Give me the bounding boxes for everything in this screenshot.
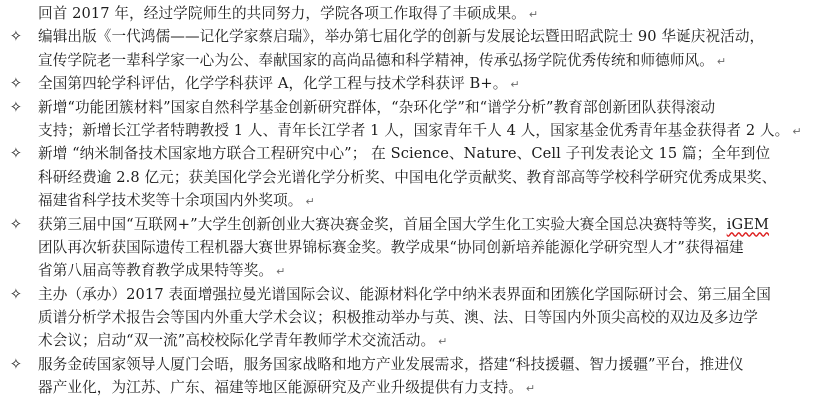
document-body[interactable] <box>0 2 840 400</box>
line-16 <box>0 376 840 399</box>
line-3 <box>0 72 840 95</box>
paragraph-text: 质谱分析学术报告会等国内外重大学术会议；积极推动举办与英、澳、法、日等国内外顶尖高校的双边及多边学 <box>38 309 758 327</box>
line-0 <box>0 2 840 25</box>
paragraph-text: 服务金砖国家领导人厦门会晤，服务国家战略和地方产业发展需求，搭建“科技援疆、智力援疆”平台，推进仪 <box>38 355 744 373</box>
line-7 <box>0 166 840 189</box>
paragraph-text: 编辑出版《一代鸿儒——记化学家蔡启瑞》，举办第七届化学的创新与发展论坛暨田昭武院士 90 华诞庆祝活动， <box>38 28 765 46</box>
line-10 <box>0 236 840 259</box>
line-11 <box>0 259 840 282</box>
bullet-icon: ✧ <box>9 27 23 46</box>
paragraph-mark: ↵ <box>528 8 539 21</box>
paragraph-text: 术会议；启动“双一流”高校校际化学青年教师学术交流活动。 ↵ <box>38 332 448 350</box>
paragraph-text: 获第三届中国“互联网+”大学生创新创业大赛决赛金奖，首届全国大学生化工实验大赛全国总决赛特等奖，iGEM <box>38 215 770 233</box>
paragraph-text: 支持；新增长江学者特聘教授 1 人、青年长江学者 1 人，国家青年千人 4 人，国家基金优秀青年基金获得者 2 人。 ↵ <box>38 121 802 139</box>
paragraph-mark: ↵ <box>305 195 315 209</box>
line-6 <box>0 142 840 165</box>
paragraph-mark: ↵ <box>438 335 448 349</box>
bullet-icon: ✧ <box>9 144 23 163</box>
paragraph-text: 新增 “纳米制备技术国家地方联合工程研究中心”； 在 Science、Nature、Cell 子刊发表论文 15 篇；全年到位 <box>38 145 771 163</box>
paragraph-mark: ↵ <box>276 265 286 279</box>
paragraph-text: 新增“功能团簇材料”国家自然科学基金创新研究群体，“杂环化学”和“谱学分析”教育部创新团队获得滚动 <box>38 98 716 116</box>
paragraph-text: 回首 2017 年，经过学院师生的共同努力，学院各项工作取得了丰硕成果。 ↵ <box>38 5 539 22</box>
paragraph-text: 福建省科学技术奖等十余项国内外奖项。 ↵ <box>38 192 315 210</box>
line-14 <box>0 329 840 352</box>
bullet-icon: ✧ <box>9 97 23 116</box>
bullet-icon: ✧ <box>9 74 23 93</box>
line-1 <box>0 25 840 48</box>
paragraph-mark: ↵ <box>716 54 727 68</box>
paragraph-text: 宣传学院老一辈科学家一心为公、奉献国家的高尚品德和科学精神，传承弘扬学院优秀传统和师德师风。 ↵ <box>38 51 727 69</box>
line-2 <box>0 49 840 72</box>
bullet-icon: ✧ <box>9 284 23 303</box>
bullet-icon: ✧ <box>9 214 23 233</box>
paragraph-text: 主办（承办）2017 表面增强拉曼光谱国际会议、能源材料化学中纳米表界面和团簇化学国际研讨会、第三届全国 <box>38 285 771 303</box>
paragraph-text: 团队再次斩获国际遗传工程机器大赛世界锦标赛金奖。教学成果“协同创新培养能源化学研究型人才”获得福建 <box>38 238 744 256</box>
line-15 <box>0 353 840 376</box>
paragraph-mark: ↵ <box>792 124 802 138</box>
line-4 <box>0 96 840 119</box>
paragraph-text: 科研经费逾 2.8 亿元；获美国化学会光谱化学分析奖、中国电化学贡献奖、教育部高等学校科学研究优秀成果奖、 <box>38 168 777 186</box>
line-5 <box>0 119 840 142</box>
paragraph-text: 全国第四轮学科评估，化学学科获评 A，化学工程与技术学科获评 B+。 ↵ <box>38 75 520 93</box>
line-9 <box>0 213 840 236</box>
paragraph-mark: ↵ <box>525 382 536 396</box>
line-12 <box>0 283 840 306</box>
paragraph-mark: ↵ <box>510 78 520 92</box>
spellcheck-flagged-word[interactable]: iGEM <box>726 215 770 233</box>
line-13 <box>0 306 840 329</box>
line-8 <box>0 189 840 212</box>
paragraph-text: 省第八届高等教育教学成果特等奖。 ↵ <box>38 262 286 280</box>
paragraph-text: 器产业化，为江苏、广东、福建等地区能源研究及产业升级提供有力支持。 ↵ <box>38 379 536 397</box>
bullet-icon: ✧ <box>9 354 23 373</box>
